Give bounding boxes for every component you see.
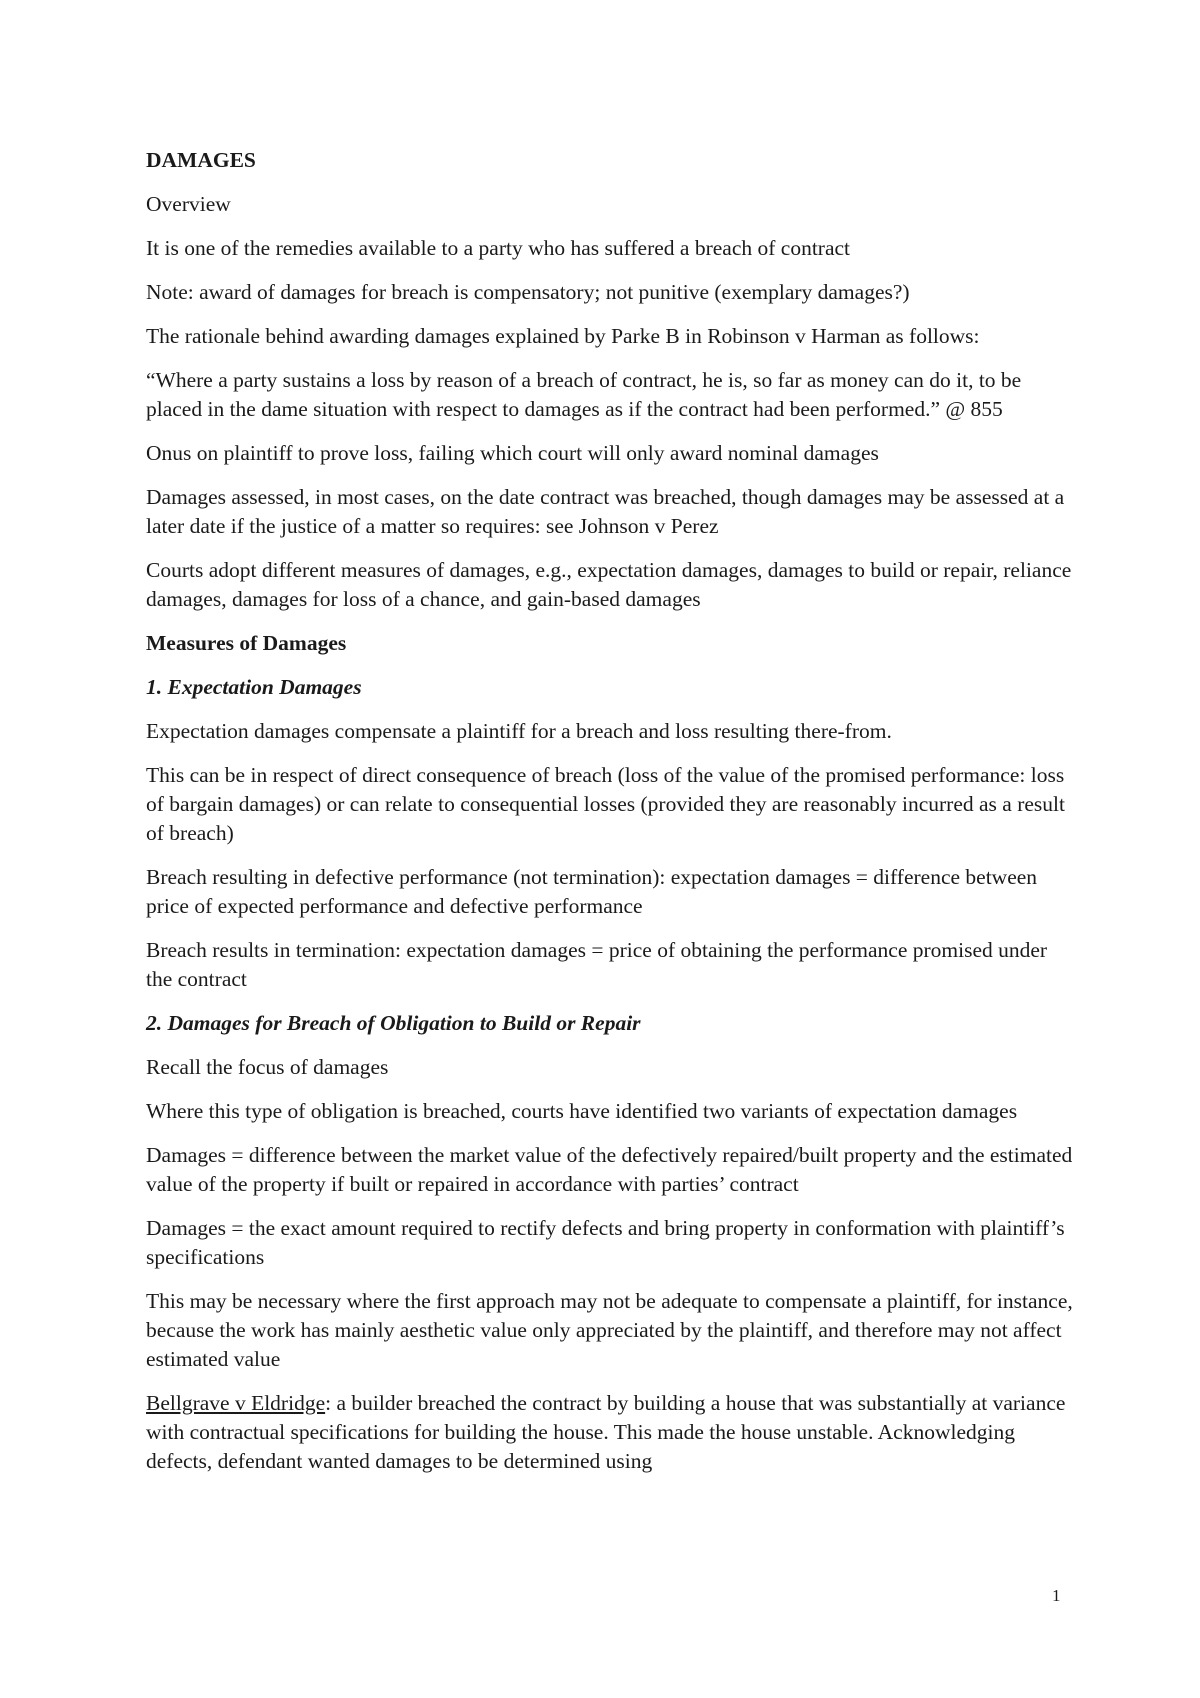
document-page <box>146 146 1076 1491</box>
paragraph: This can be in respect of direct consequence of breach (loss of the value of the promised performance: loss of bargain damages) or can relate to consequential losses (provided they are reasonably incurred as a result of breach) <box>146 763 1065 845</box>
measures-heading: Measures of Damages <box>146 631 347 655</box>
section-2-heading: 2. Damages for Breach of Obligation to Build or Repair <box>146 1011 641 1035</box>
paragraph: Recall the focus of damages <box>146 1055 389 1079</box>
paragraph: Courts adopt different measures of damages, e.g., expectation damages, damages to build or repair, reliance damages, damages for loss of a chance, and gain-based damages <box>146 558 1072 611</box>
paragraph: Onus on plaintiff to prove loss, failing which court will only award nominal damages <box>146 441 879 465</box>
paragraph: Breach resulting in defective performance (not termination): expectation damages = difference between price of expected performance and defective performance <box>146 865 1038 918</box>
paragraph: Where this type of obligation is breached, courts have identified two variants of expectation damages <box>146 1099 1018 1123</box>
section-1-heading: 1. Expectation Damages <box>146 675 362 699</box>
case-name: Bellgrave v Eldridge <box>146 1391 326 1415</box>
case-paragraph <box>146 1389 1076 1476</box>
paragraph: Damages assessed, in most cases, on the date contract was breached, though damages may be assessed at a later date if the justice of a matter so requires: see Johnson v Perez <box>146 485 1065 538</box>
paragraph: The rationale behind awarding damages explained by Parke B in Robinson v Harman as follows: <box>146 324 980 348</box>
page-number: 1 <box>1052 1586 1061 1605</box>
quotation-paragraph: “Where a party sustains a loss by reason of a breach of contract, he is, so far as money can do it, to be placed in the dame situation with respect to damages as if the contract had been performed.” @ 855 <box>146 368 1022 421</box>
paragraph: Expectation damages compensate a plaintiff for a breach and loss resulting there-from. <box>146 719 892 743</box>
paragraph: Damages = the exact amount required to rectify defects and bring property in conformation with plaintiff’s specifications <box>146 1216 1065 1269</box>
paragraph: It is one of the remedies available to a party who has suffered a breach of contract <box>146 236 851 260</box>
paragraph: Damages = difference between the market value of the defectively repaired/built property and the estimated value of the property if built or repaired in accordance with parties’ contract <box>146 1143 1073 1196</box>
overview-heading: Overview <box>146 192 231 216</box>
case-text: : a builder breached the contract by building a house that was substantially at variance with contractual specifications for building the house. This made the house unstable. Acknowledging defects, defendant wanted damages to be determined using <box>146 1391 1066 1473</box>
paragraph: Note: award of damages for breach is compensatory; not punitive (exemplary damages?) <box>146 280 910 304</box>
document-title: DAMAGES <box>146 148 256 172</box>
paragraph: This may be necessary where the first approach may not be adequate to compensate a plaintiff, for instance, because the work has mainly aesthetic value only appreciated by the plaintiff, and therefore may not affect estimated value <box>146 1289 1073 1371</box>
paragraph: Breach results in termination: expectation damages = price of obtaining the performance promised under the contract <box>146 938 1048 991</box>
